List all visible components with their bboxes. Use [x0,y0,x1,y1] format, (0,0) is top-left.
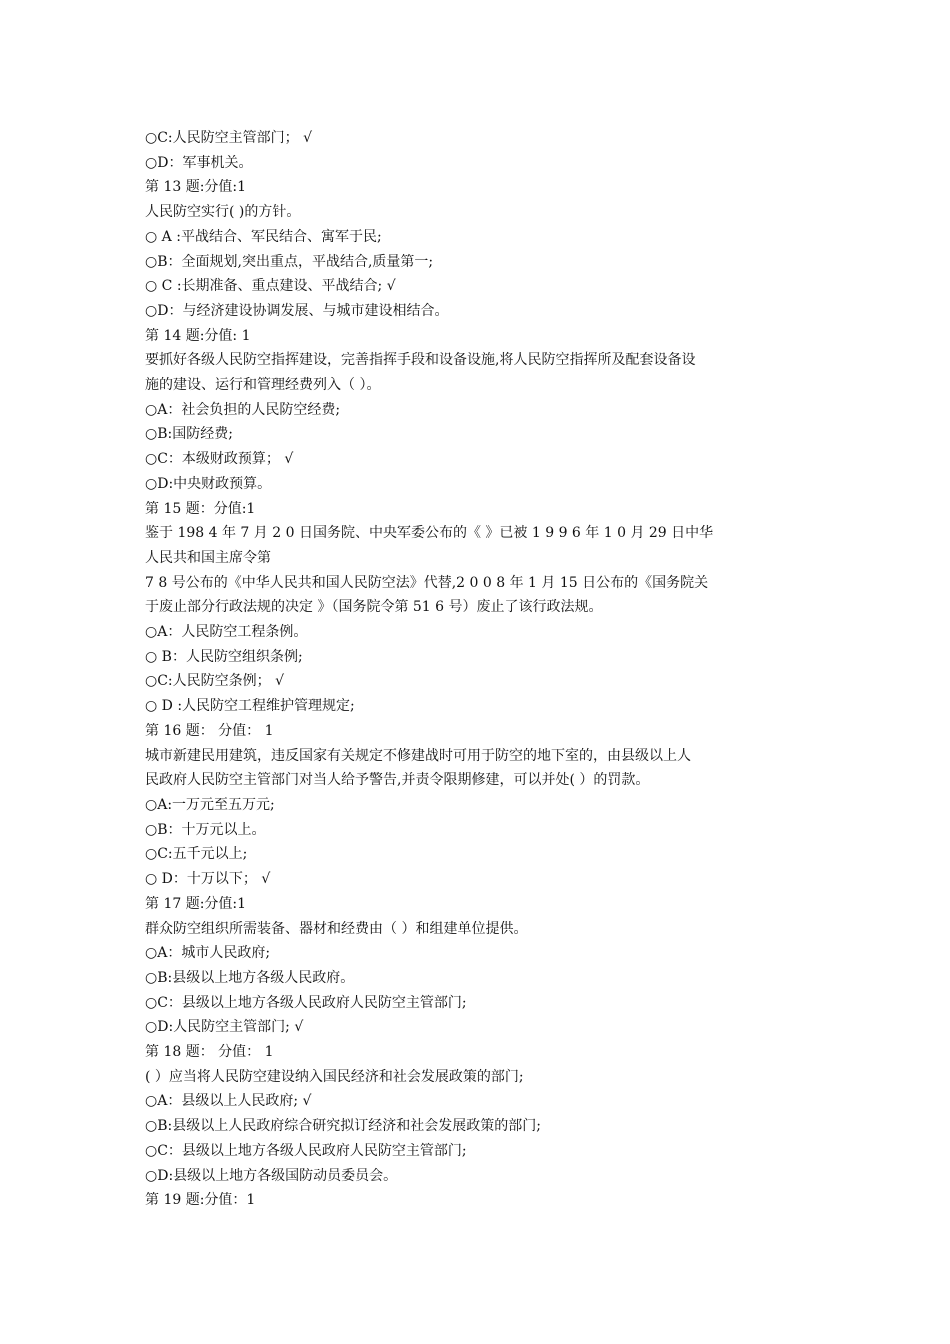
answer-option: ○C：本级财政预算； √ [145,451,294,468]
answer-option: ○ B：人民防空组织条例; [145,648,303,665]
answer-option: ○C：县级以上地方各级人民政府人民防空主管部门; [145,1142,467,1159]
document-body [145,126,817,1213]
answer-option: ○B：全面规划,突出重点，平战结合,质量第一; [145,253,434,270]
answer-option: ○A：社会负担的人民防空经费; [145,401,341,418]
answer-option: ○C：县级以上地方各级人民政府人民防空主管部门; [145,994,467,1011]
answer-option: ○A：人民防空工程条例。 [145,624,308,641]
question-heading: 第 13 题:分值:1 [145,179,247,196]
question-heading: 第 15 题：分值:1 [145,500,256,517]
question-text: ( ）应当将人民防空建设纳入国民经济和社会发展政策的部门; [145,1068,524,1085]
answer-option: ○D:人民防空主管部门; √ [145,1019,304,1036]
question-heading: 第 17 题:分值:1 [145,895,247,912]
answer-option: ○B:县级以上人民政府综合研究拟订经济和社会发展政策的部门; [145,1118,541,1135]
question-text: 人民防空实行( )的方针。 [145,204,301,221]
answer-option: ○B:国防经费; [145,426,233,443]
question-text: 民政府人民防空主管部门对当人给予警告,并责令限期修建，可以并处( ）的罚款。 [145,772,650,789]
answer-option: ○C:人民防空主管部门； √ [145,130,313,146]
answer-option: ○D:县级以上地方各级国防动员委员会。 [145,1167,398,1184]
question-text: 7 8 号公布的《中华人民共和国人民防空法》代替,2 0 0 8 年 1 月 15 日公布的《国务院关 [145,574,709,591]
answer-option: ○B:县级以上地方各级人民政府。 [145,969,355,986]
question-heading: 第 19 题:分值：1 [145,1192,256,1209]
question-text: 群众防空组织所需装备、器材和经费由（ ）和组建单位提供。 [145,920,528,937]
answer-option: ○D：与经济建设协调发展、与城市建设相结合。 [145,302,449,319]
question-heading: 第 14 题:分值: 1 [145,327,251,344]
question-text: 要抓好各级人民防空指挥建设，完善指挥手段和设备设施,将人民防空指挥所及配套设备设 [145,352,696,369]
answer-option: ○B：十万元以上。 [145,821,266,838]
answer-option: ○ D：十万以下； √ [145,871,271,888]
answer-option: ○D:中央财政预算。 [145,475,272,492]
question-text: 人民共和国主席令第 [145,549,271,566]
answer-option: ○C:五千元以上; [145,846,248,863]
question-text: 于废止部分行政法规的决定 》（国务院令第 51 6 号）废止了该行政法规。 [145,599,603,616]
question-text: 施的建设、运行和管理经费列入（ ）。 [145,377,381,394]
answer-option: ○A:一万元至五万元; [145,796,275,813]
answer-option: ○A：城市人民政府; [145,945,271,962]
answer-option: ○C:人民防空条例； √ [145,673,285,690]
answer-option: ○ A :平战结合、军民结合、寓军于民; [145,228,382,245]
answer-option: ○ D :人民防空工程维护管理规定; [145,698,355,715]
question-text: 城市新建民用建筑，违反国家有关规定不修建战时可用于防空的地下室的，由县级以上人 [145,747,691,764]
answer-option: ○A：县级以上人民政府; √ [145,1093,312,1110]
question-heading: 第 18 题： 分值： 1 [145,1044,274,1061]
answer-option: ○ C :长期准备、重点建设、平战结合; √ [145,278,396,295]
question-text: 鉴于 198 4 年 7 月 2 0 日国务院、中央军委公布的《 》已被 1 9 9 6 年 1 0 月 29 日中华 [145,525,714,542]
answer-option: ○D：军事机关。 [145,154,253,171]
question-heading: 第 16 题： 分值： 1 [145,722,274,739]
